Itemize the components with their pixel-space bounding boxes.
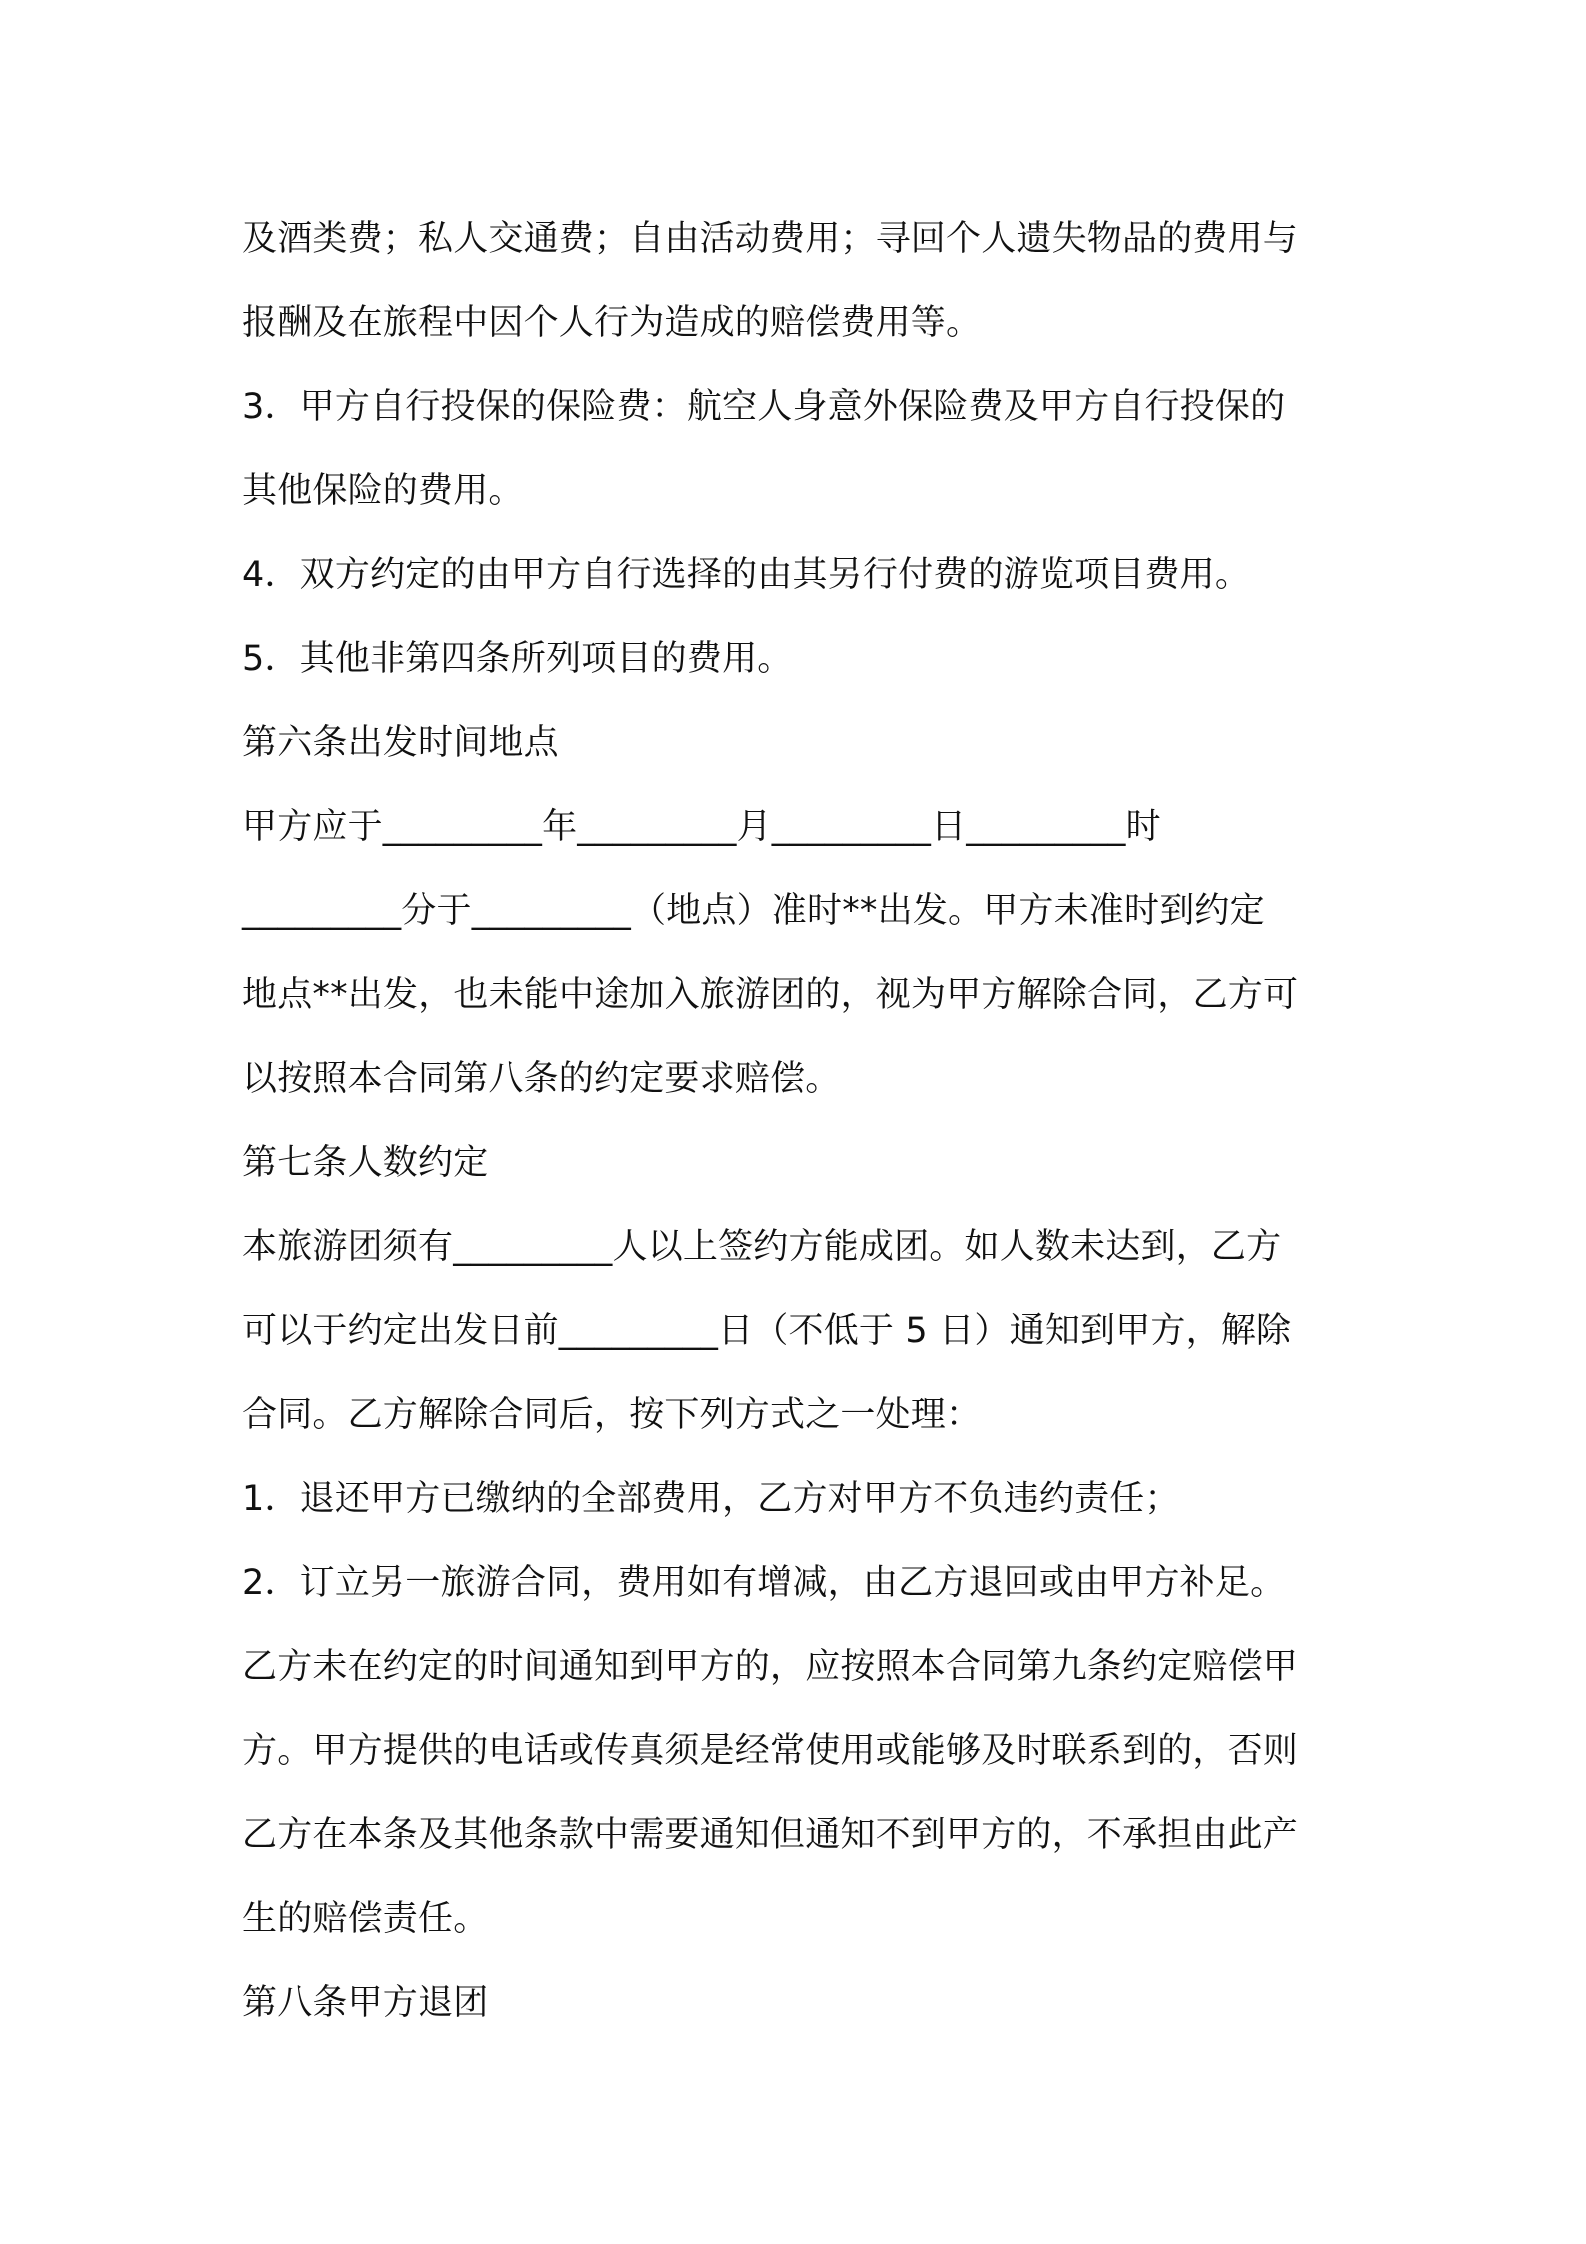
- text-line: 本旅游团须有_________人以上签约方能成团。如人数未达到，乙方: [242, 1227, 1282, 1267]
- text-line: 及酒类费；私人交通费；自由活动费用；寻回个人遗失物品的费用与: [242, 219, 1299, 259]
- text-line: 甲方应于_________年_________月_________日_________时: [242, 807, 1161, 847]
- section-heading: 第六条出发时间地点: [242, 723, 559, 763]
- text-line: 可以于约定出发日前_________日（不低于 5 日）通知到甲方，解除: [242, 1311, 1292, 1351]
- text-line: 方。甲方提供的电话或传真须是经常使用或能够及时联系到的，否则: [242, 1731, 1299, 1771]
- text-line: 3．甲方自行投保的保险费：航空人身意外保险费及甲方自行投保的: [242, 387, 1286, 427]
- text-line: 乙方在本条及其他条款中需要通知但通知不到甲方的，不承担由此产: [242, 1815, 1299, 1855]
- section-heading: 第八条甲方退团: [242, 1983, 489, 2023]
- text-line: 生的赔偿责任。: [242, 1899, 489, 1939]
- text-line: 其他保险的费用。: [242, 471, 524, 511]
- text-line: 1．退还甲方已缴纳的全部费用，乙方对甲方不负违约责任；: [242, 1479, 1180, 1519]
- text-line: 以按照本合同第八条的约定要求赔偿。: [242, 1059, 841, 1099]
- text-line: 4．双方约定的由甲方自行选择的由其另行付费的游览项目费用。: [242, 555, 1251, 595]
- text-line: 报酬及在旅程中因个人行为造成的赔偿费用等。: [242, 303, 982, 343]
- document-body: [242, 197, 1360, 2045]
- text-line: 乙方未在约定的时间通知到甲方的，应按照本合同第九条约定赔偿甲: [242, 1647, 1299, 1687]
- section-heading: 第七条人数约定: [242, 1143, 489, 1183]
- text-line: 地点**出发，也未能中途加入旅游团的，视为甲方解除合同，乙方可: [242, 975, 1299, 1015]
- text-line: 合同。乙方解除合同后，按下列方式之一处理：: [242, 1395, 982, 1435]
- text-line: 5．其他非第四条所列项目的费用。: [242, 639, 793, 679]
- text-line: 2．订立另一旅游合同，费用如有增减，由乙方退回或由甲方补足。: [242, 1563, 1286, 1603]
- text-line: _________分于_________（地点）准时**出发。甲方未准时到约定: [242, 891, 1265, 931]
